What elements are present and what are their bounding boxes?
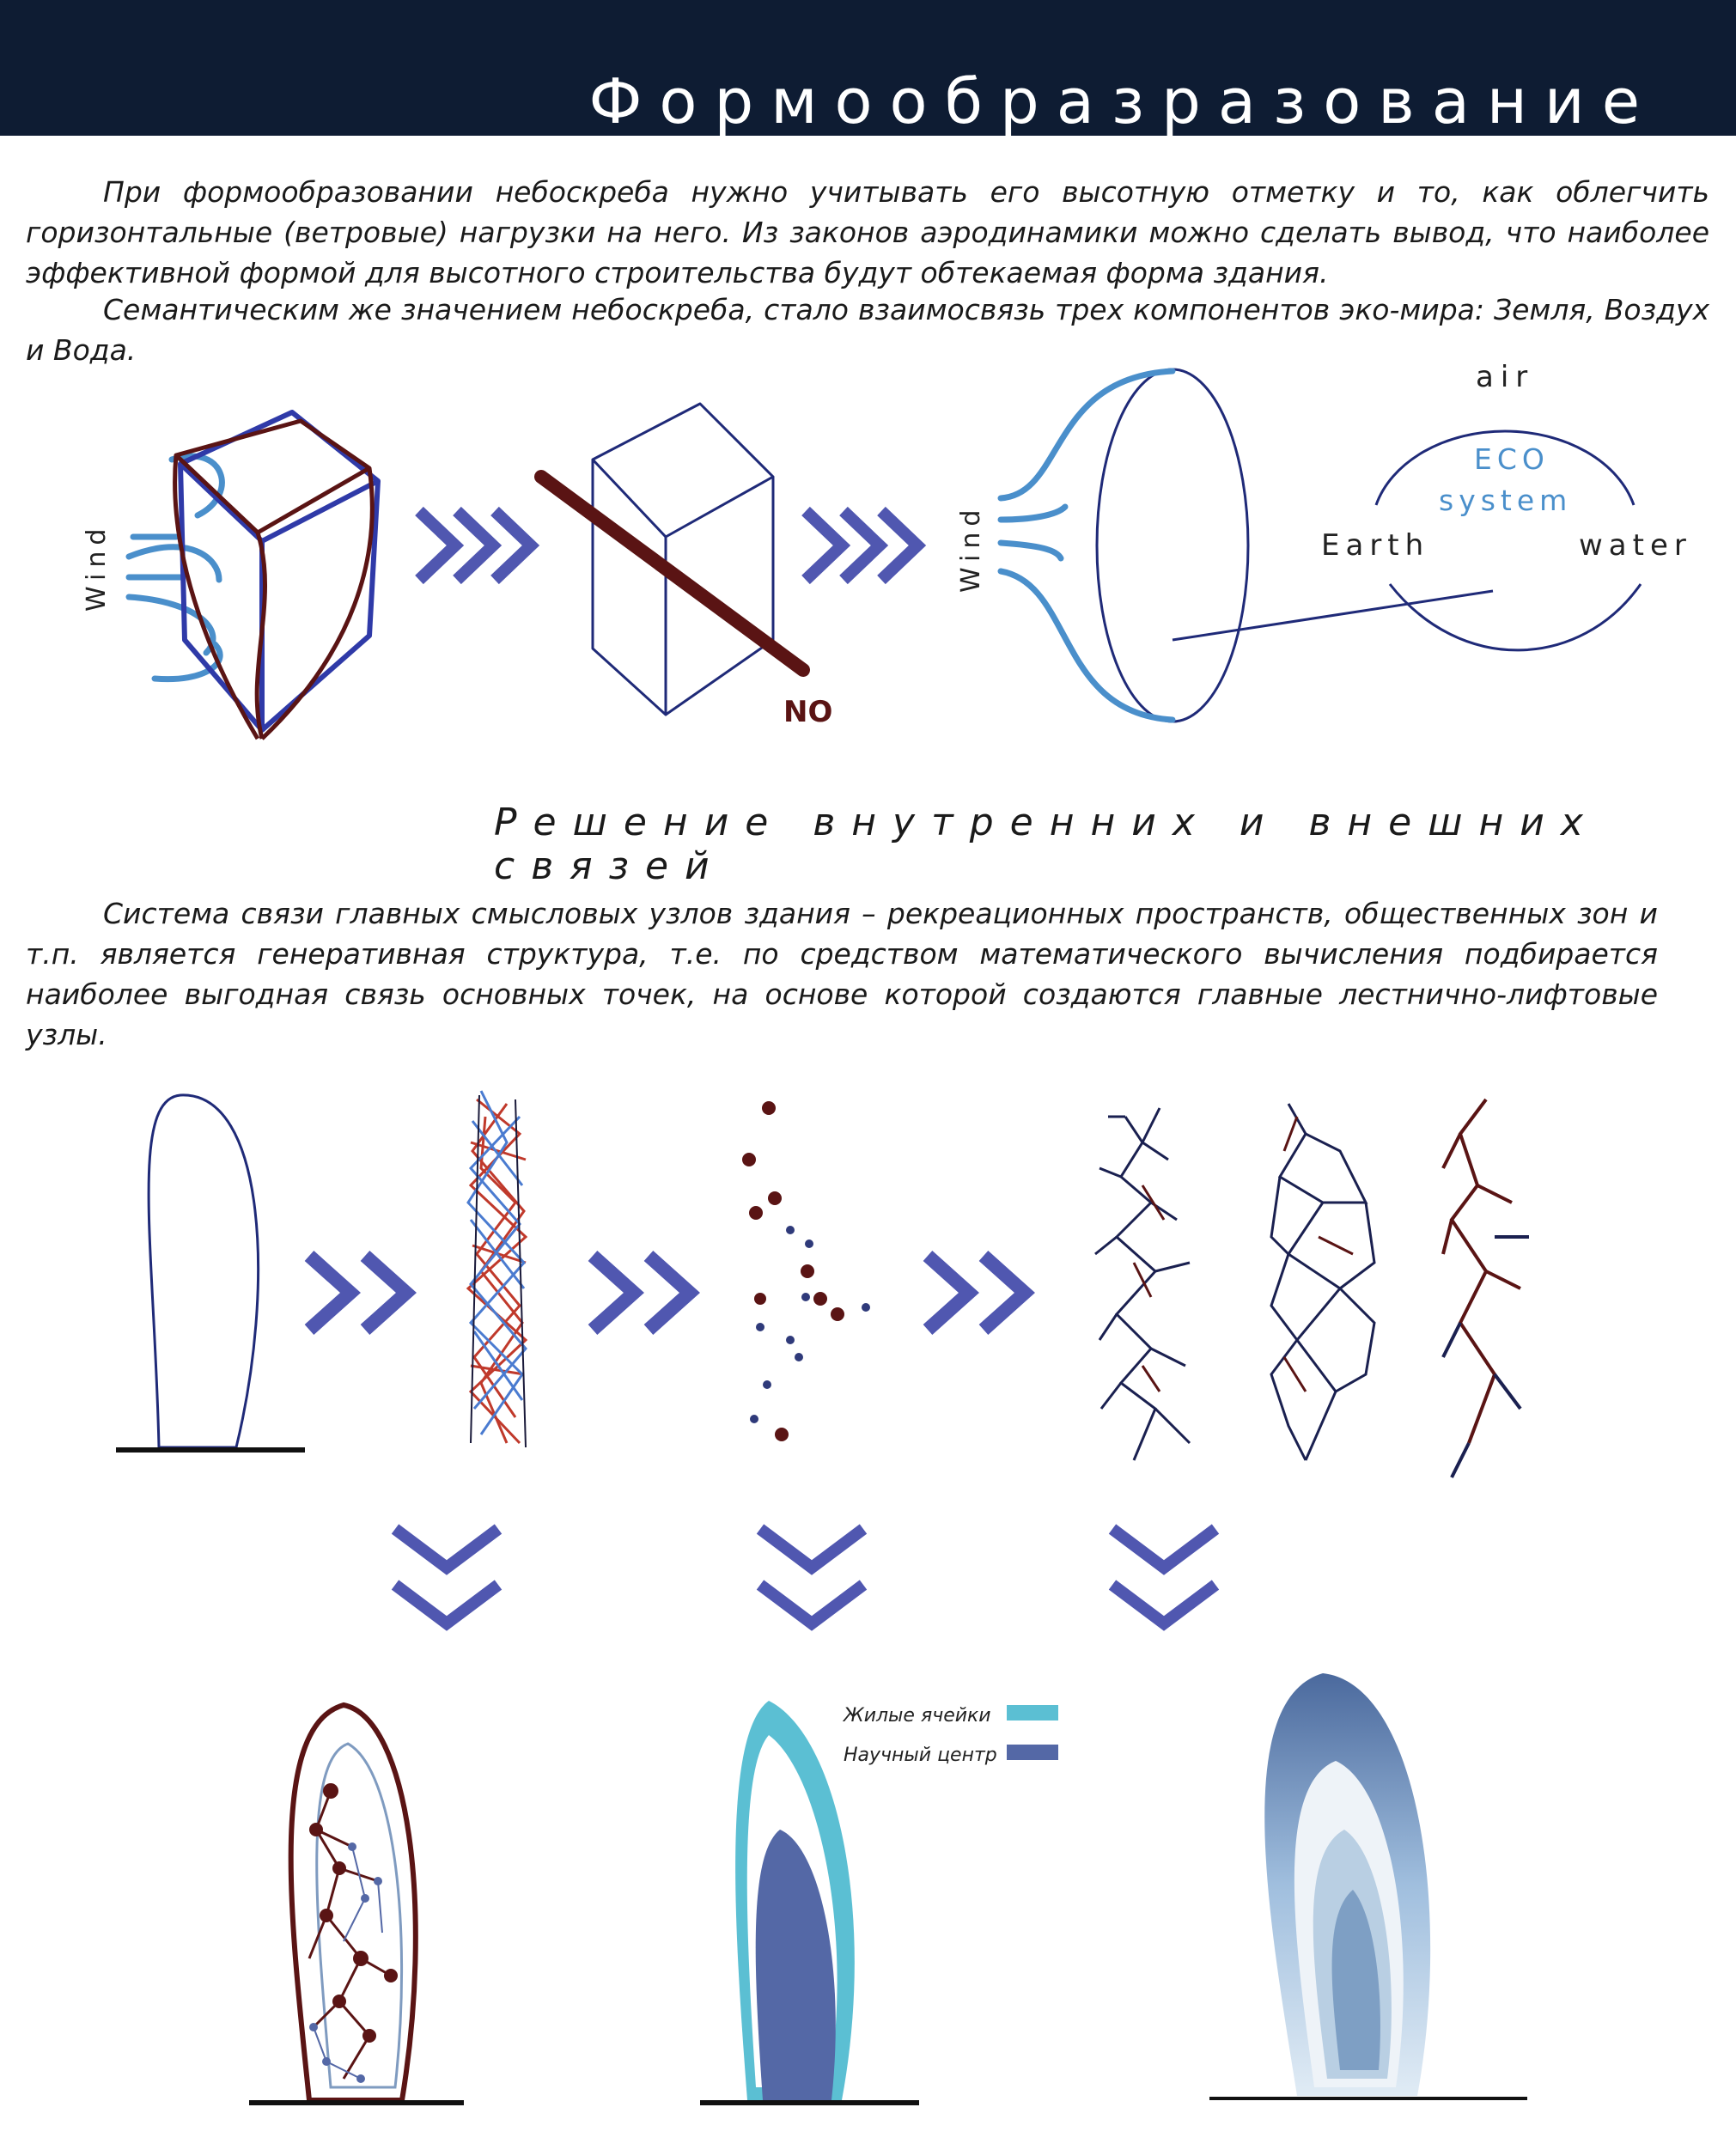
legend-item-residential (842, 1705, 1058, 1727)
chevron-down-1 (395, 1529, 498, 1623)
wind-box-sketch (82, 412, 378, 739)
wind-label-2: Wind (956, 503, 986, 593)
page-title: Формообразразование (588, 65, 1657, 138)
eco-system-label: system (1439, 484, 1573, 517)
eco-earth-label: Earth (1321, 528, 1430, 563)
no-label: NO (783, 695, 833, 729)
legend-swatch-science (1007, 1745, 1058, 1760)
branch-network-1 (1095, 1108, 1190, 1460)
section-2-title: Решение внутренних и внешних связей (494, 801, 1599, 888)
eco-eco-label: ECO (1474, 442, 1550, 476)
chevron-down-2 (760, 1529, 863, 1623)
streamline-ellipse (956, 369, 1248, 722)
intro-paragraph-1-text: При формообразовании небоскреба нужно учитывать его высотную отметку и то, как облегчить горизонтальные (ветровые) нагрузки на него. Из законов аэродинамики можно сделать вывод, что наиболее эффективной формой для высотного строительства будут обтекаемая форма здания. (26, 175, 1709, 289)
eco-system-diagram (1173, 360, 1692, 650)
eco-water-label: water (1579, 528, 1692, 563)
intro-paragraph-2-text: Семантическим же значением небоскреба, стало взаимосвязь трех компонентов эко-мира: Земля, Воздух и Вода. (26, 293, 1709, 367)
chevron-double-5 (928, 1256, 1025, 1330)
cell-network (1271, 1104, 1374, 1460)
node-points (742, 1101, 870, 1441)
legend (842, 1705, 1058, 1766)
chevron-double-1 (419, 511, 531, 580)
branch-network-2 (1443, 1099, 1529, 1477)
wind-label-1: Wind (82, 522, 112, 612)
legend-label-science: Научный центр (844, 1745, 997, 1766)
section-2-paragraph-text: Система связи главных смысловых узлов здания – рекреационных пространств, общественных зон и т.п. является генеративная структура, т.е. по средством математического вычисления подбирается наиболее выгодная связь основных точек, на основе которой создаются главные лестнично-лифтовые узлы. (26, 897, 1658, 1051)
eco-air-label: air (1476, 360, 1535, 394)
legend-item-science (844, 1745, 1058, 1766)
tower-with-nodes (249, 1705, 464, 2103)
rendered-tower (1209, 1673, 1527, 2098)
chevron-double-3 (309, 1256, 406, 1330)
box-crossed (541, 404, 832, 729)
chevron-double-2 (806, 511, 917, 580)
tower-outline (116, 1095, 305, 1450)
chevron-down-3 (1112, 1529, 1215, 1623)
legend-label-residential: Жилые ячейки (844, 1705, 991, 1727)
lattice-structure (468, 1091, 526, 1447)
chevron-double-4 (593, 1256, 690, 1330)
legend-swatch-residential (1007, 1705, 1058, 1721)
cross-out-bar (541, 477, 803, 670)
